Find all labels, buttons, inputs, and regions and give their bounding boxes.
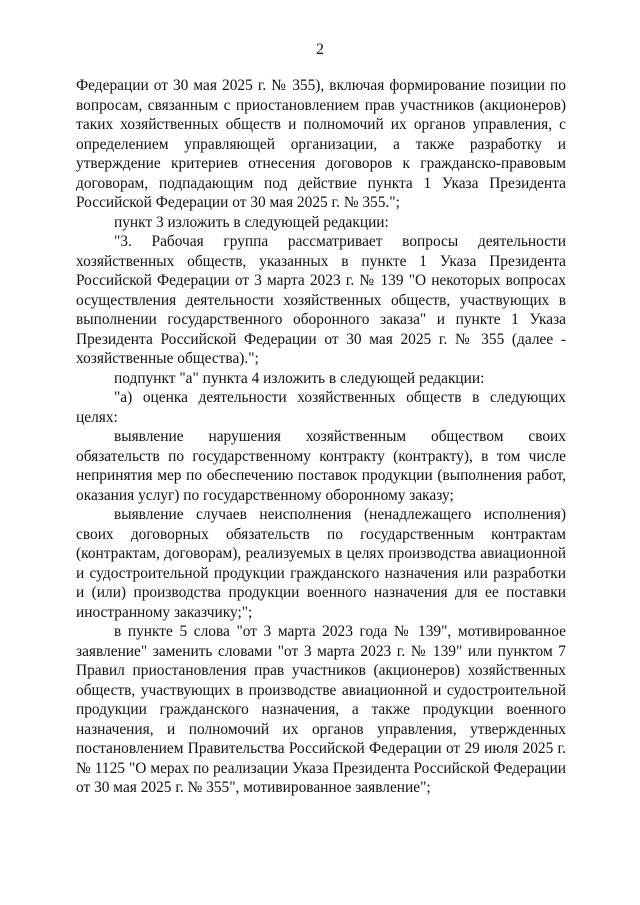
- paragraph: "3. Рабочая группа рассматривает вопросы деятельности хозяйственных обществ, указанных в пункте 1 Указа Президента Российской Федерации от 3 марта 2023 г. № 139 "О некоторых вопросах осуществления деятельности хозяйственных обществ, участвующих в выполнении государственного оборонного заказа" и пункте 1 Указа Президента Российской Федерации от 30 мая 2025 г. № 355 (далее - хозяйственные общества).";: [76, 233, 566, 367]
- paragraph: в пункте 5 слова "от 3 марта 2023 года № 139", мотивированное заявление" заменить словами "от 3 марта 2023 г. № 139" или пунктом 7 Правил приостановления прав участников (акционеров) хозяйственных обществ, участвующих в производстве авиационной и судостроительной продукции гражданского назначения, а также продукции военного назначения, и полномочий их органов управления, утвержденных постановлением Правительства Российской Федерации от 29 июля 2025 г. № 1125 "О мерах по реализации Указа Президента Российской Федерации от 30 мая 2025 г. № 355", мотивированное заявление";: [76, 623, 566, 796]
- document-body: [76, 76, 566, 798]
- paragraph: Федерации от 30 мая 2025 г. № 355), включая формирование позиции по вопросам, связанным с приостановлением прав участников (акционеров) таких хозяйственных обществ и полномочий их органов управления, с определением управляющей организации, а также разработку и утверждение критериев отнесения договоров к гражданско-правовым договорам, подпадающим под действие пункта 1 Указа Президента Российской Федерации от 30 мая 2025 г. № 355.";: [76, 77, 566, 211]
- paragraph: "а) оценка деятельности хозяйственных обществ в следующих целях:: [76, 389, 566, 426]
- paragraph: выявление нарушения хозяйственным обществом своих обязательств по государственному контракту (контракту), в том числе непринятия мер по обеспечению поставок продукции (выполнения работ, оказания услуг) по государственному оборонному заказу;: [76, 428, 566, 504]
- page-number: 2: [316, 41, 324, 58]
- paragraph: выявление случаев неисполнения (ненадлежащего исполнения) своих договорных обязательств по государственным контрактам (контрактам, договорам), реализуемых в целях производства авиационной и судостроительной продукции гражданского назначения или разработки и (или) производства продукции военного назначения для ее поставки иностранному заказчику;";: [76, 506, 566, 621]
- paragraph: подпункт "а" пункта 4 изложить в следующей редакции:: [114, 369, 485, 387]
- paragraph: пункт 3 изложить в следующей редакции:: [114, 213, 389, 231]
